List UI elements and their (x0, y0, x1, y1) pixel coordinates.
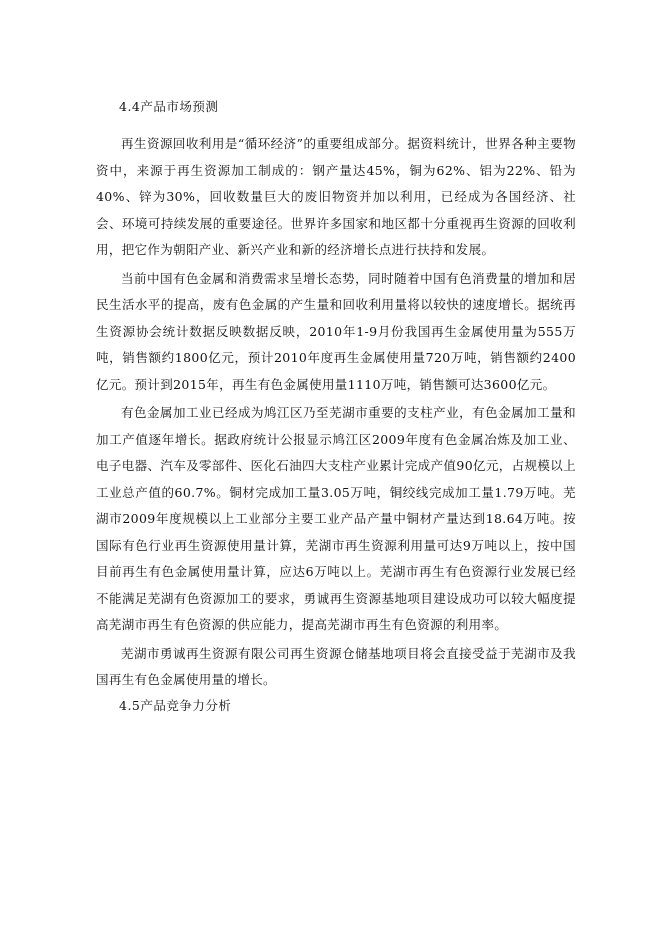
paragraph-jiujiang-industry: 有色金属加工业已经成为鸠江区乃至芜湖市重要的支柱产业，有色金属加工量和加工产值逐年增长。据政府统计公报显示鸠江区2009年度有色金属冶炼及加工业、电子电器、汽车及零部件、医化石油四大支柱产业累计完成产值90亿元，占规模以上工业总产值的60.7%。铜材完成加工量3.05万吨，铜绞线完成加工量1.79万吨。芜湖市2009年度规模以上工业部分主要工业产品产量中铜材产量达到18.64万吨。按国际有色行业再生资源使用量计算，芜湖市再生资源利用量可达9万吨以上，按中国目前再生有色金属使用量计算，应达6万吨以上。芜湖市再生有色资源行业发展已经不能满足芜湖有色资源加工的要求，勇诚再生资源基地项目建设成功可以较大幅度提高芜湖市再生有色资源的供应能力，提高芜湖市再生有色资源的利用率。 (96, 405, 576, 632)
document-body (96, 95, 576, 718)
paragraph-project-benefit: 芜湖市勇诚再生资源有限公司再生资源仓储基地项目将会直接受益于芜湖市及我国再生有色金属使用量的增长。 (96, 645, 576, 687)
section-heading-competitiveness: 4.5产品竞争力分析 (119, 697, 232, 713)
paragraph-china-demand: 当前中国有色金属和消费需求呈增长态势，同时随着中国有色消费量的增加和居民生活水平的提高，废有色金属的产生量和回收利用量将以较快的速度增长。据统再生资源协会统计数据反映数据反映，2010年1-9月份我国再生金属使用量为555万吨，销售额约1800亿元，预计2010年度再生金属使用量720万吨，销售额约2400亿元。预计到2015年，再生有色金属使用量1110万吨，销售额可达3600亿元。 (96, 270, 576, 392)
paragraph-recycling-overview: 再生资源回收利用是“循环经济”的重要组成部分。据资料统计，世界各种主要物资中，来源于再生资源加工制成的：钢产量达45%，铜为62%、铝为22%、铅为40%、锌为30%，回收数量巨大的废旧物资并加以利用，已经成为各国经济、社会、环境可持续发展的重要途径。世界许多国家和地区都十分重视再生资源的回收利用，把它作为朝阳产业、新兴产业和新的经济增长点进行扶持和发展。 (96, 136, 576, 257)
section-heading-market-forecast: 4.4产品市场预测 (119, 99, 219, 114)
